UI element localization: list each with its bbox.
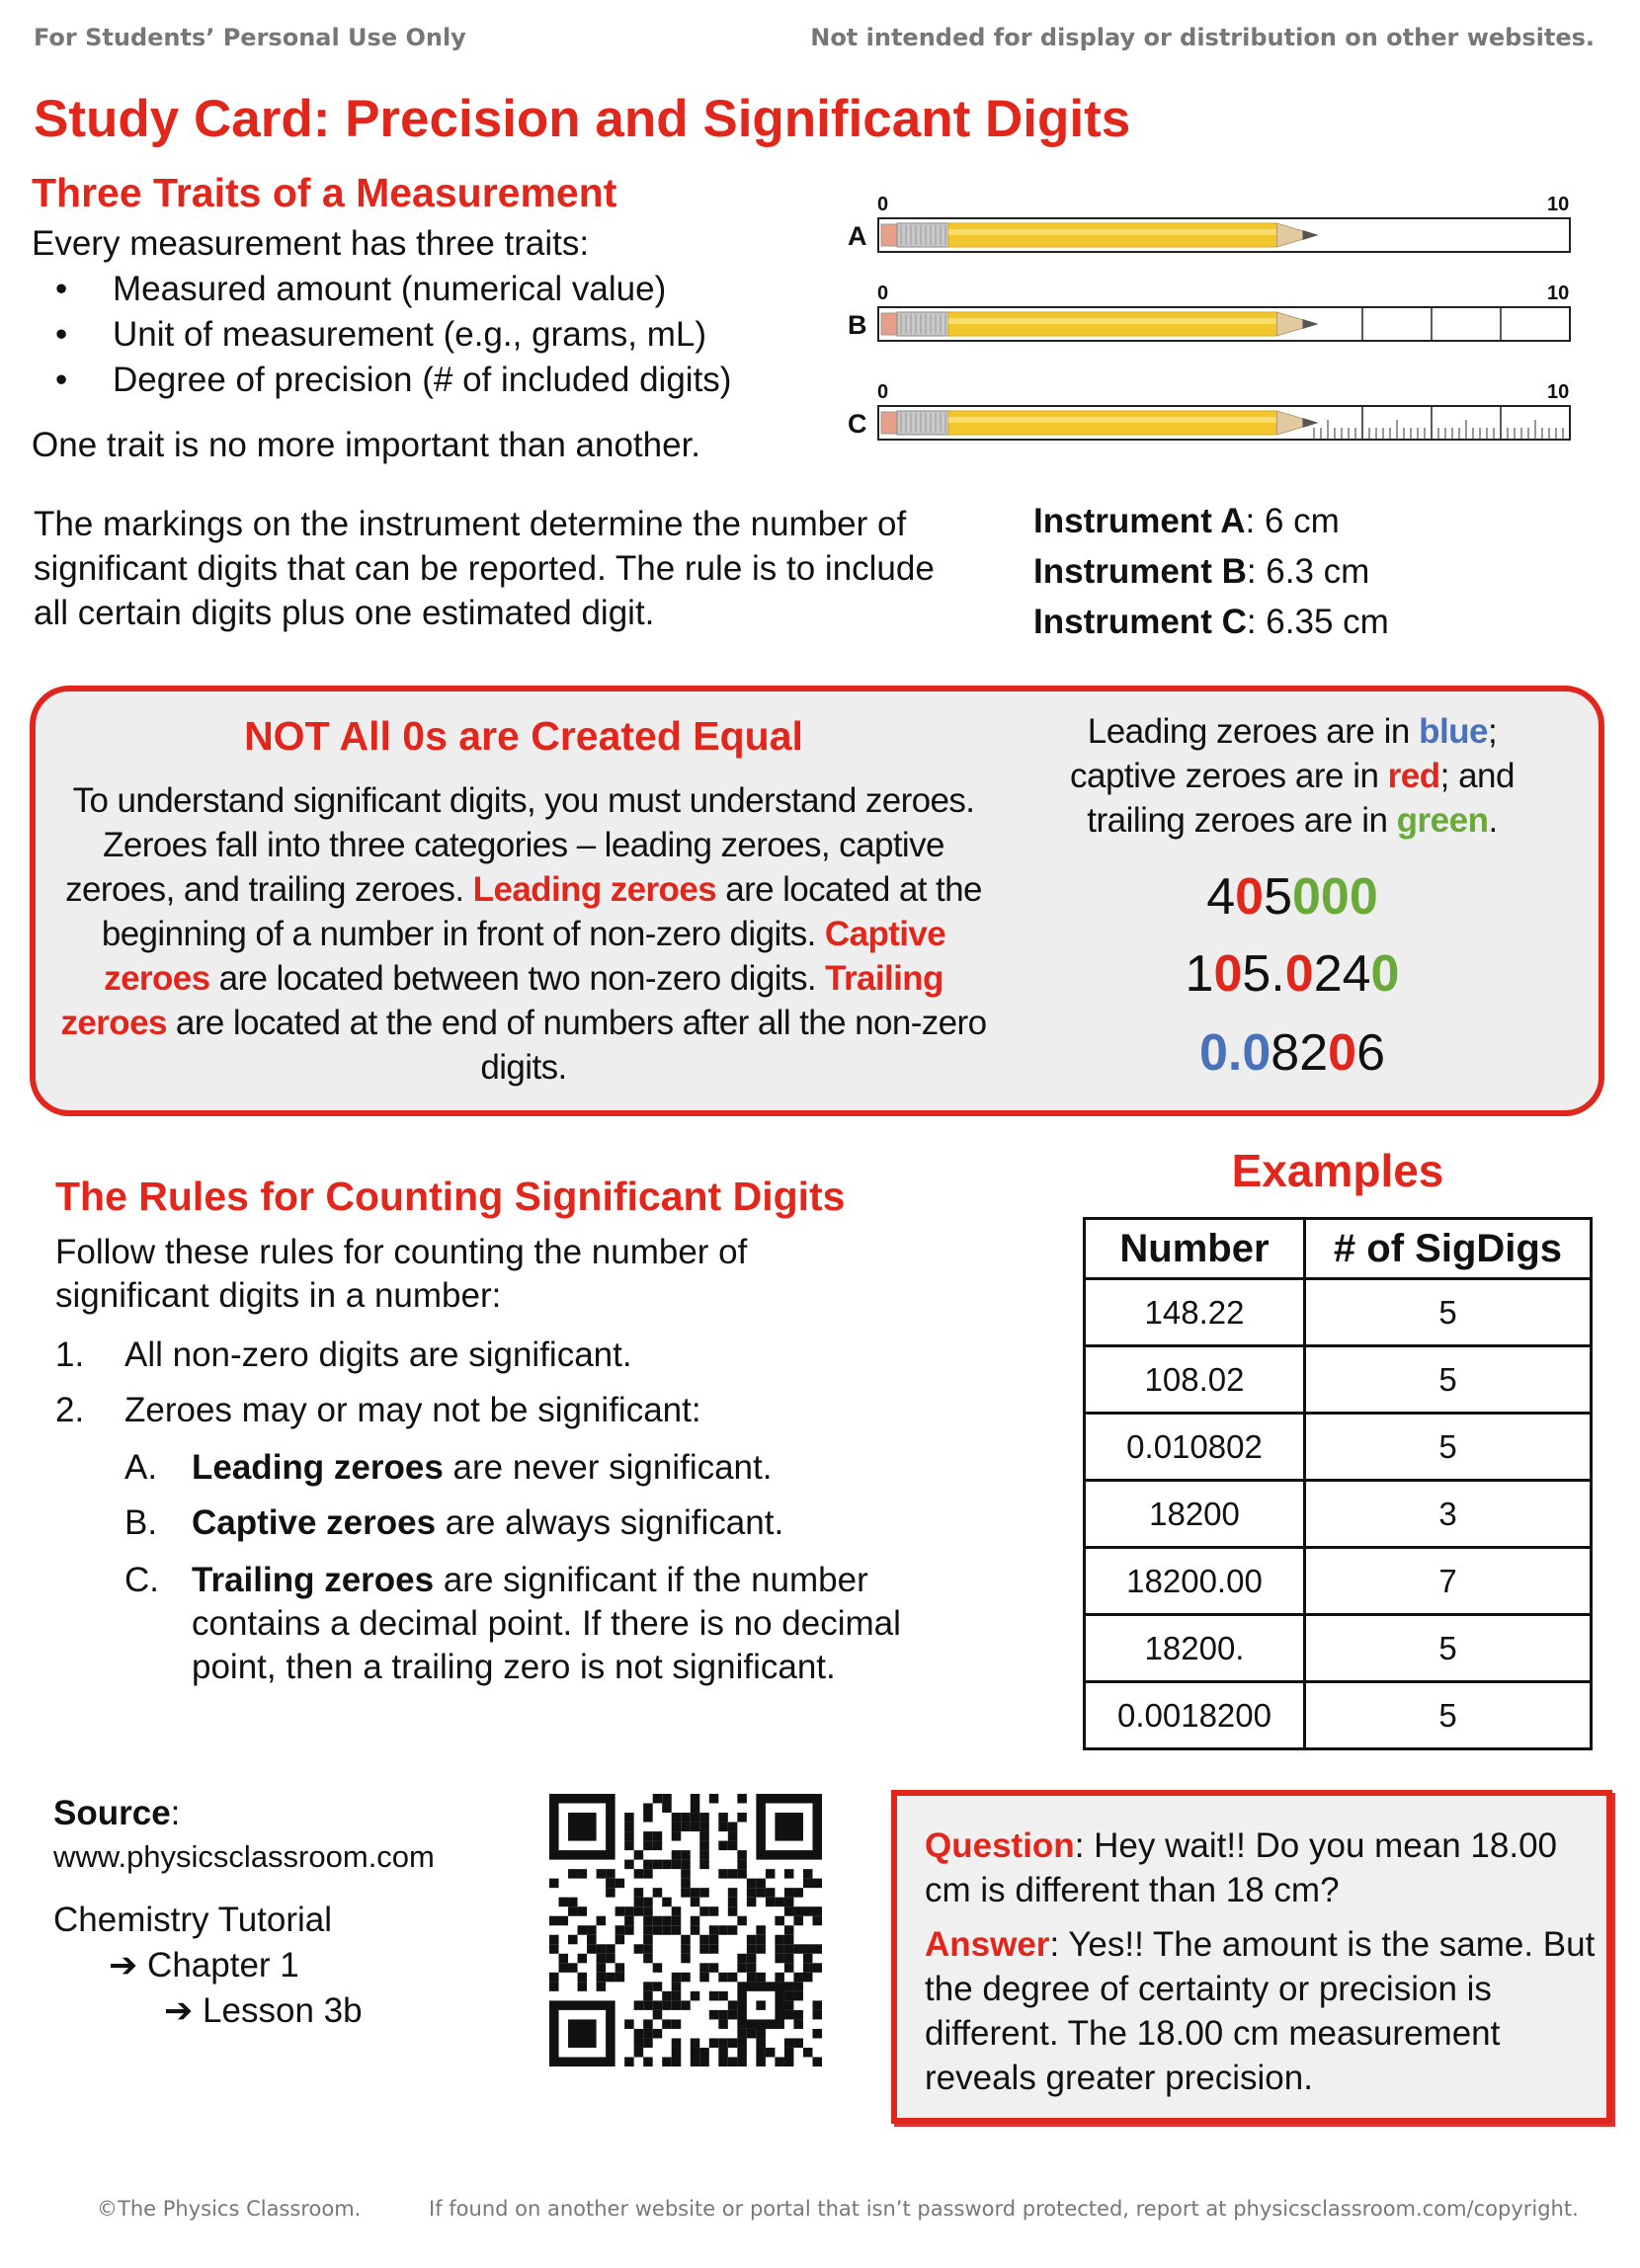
source-label: Source: (53, 1794, 181, 1832)
cell-sigdigs: 5 (1305, 1346, 1592, 1414)
ruler-with-pencil (877, 405, 1573, 443)
col-header-sigdigs: # of SigDigs (1305, 1219, 1592, 1279)
rule-2c: Trailing zeroes are significant if the number contains a decimal point. If there is no decimal point, then a trailing zero is not significant. (192, 1561, 901, 1686)
traits-heading: Three Traits of a Measurement (32, 170, 617, 215)
cell-sigdigs: 5 (1305, 1279, 1592, 1346)
table-row (1085, 1548, 1592, 1615)
digit-group: 6 (1356, 1024, 1385, 1082)
cell-number: 18200 (1085, 1481, 1305, 1548)
rules-intro-2: significant digits in a number: (55, 1276, 502, 1315)
rules-heading: The Rules for Counting Significant Digits (55, 1174, 846, 1219)
instrument-label: B (848, 310, 867, 340)
header-right: Not intended for display or distribution on other websites. (810, 24, 1595, 51)
question-answer-box (891, 1790, 1612, 2124)
header-left: For Students’ Personal Use Only (34, 24, 466, 51)
digit-group: 0 (1370, 945, 1400, 1003)
scale-min-label: 0 (877, 381, 889, 403)
rule-2a: Leading zeroes are never significant. (192, 1448, 773, 1487)
cell-number: 148.22 (1085, 1279, 1305, 1346)
digit-group: 82 (1271, 1024, 1329, 1082)
rule-2: Zeroes may or may not be significant: (124, 1391, 701, 1429)
pencil-icon (881, 312, 1319, 336)
cell-number: 0.0018200 (1085, 1682, 1305, 1749)
instrument-label: C (848, 409, 867, 439)
pencil-icon (881, 411, 1319, 435)
rule-letter: C. (124, 1561, 159, 1599)
col-header-number: Number (1085, 1219, 1305, 1279)
instrument-label: A (848, 221, 867, 251)
instrument-row-a (848, 194, 1570, 253)
traits-list (32, 267, 731, 403)
digit-group: 0 (1328, 1024, 1357, 1082)
cell-number: 108.02 (1085, 1346, 1305, 1414)
cell-sigdigs: 3 (1305, 1481, 1592, 1548)
cell-number: 0.010802 (1085, 1414, 1305, 1481)
rule-number: 1. (55, 1336, 85, 1374)
traits-closing: One trait is no more important than another. (32, 426, 701, 464)
footer-right: If found on another website or portal that isn’t password protected, report at physicsclassroom.com/copyright. (429, 2197, 1579, 2221)
table-row (1085, 1279, 1592, 1346)
scale-min-label: 0 (877, 283, 889, 304)
digit-group: 0 (1284, 945, 1314, 1003)
answer: Answer: Yes!! The amount is the same. But the degree of certainty or precision is different. The 18.00 cm measurement reveals greater precision. (925, 1925, 1596, 2097)
instrument-row-b (848, 283, 1570, 342)
table-row (1085, 1682, 1592, 1749)
traits-intro: Every measurement has three traits: (32, 224, 590, 263)
qr-code-icon[interactable] (549, 1794, 822, 2066)
ruler-with-pencil (877, 306, 1573, 344)
digit-group: 0.0 (1199, 1024, 1271, 1082)
rule-letter: B. (124, 1503, 158, 1542)
trait-item: • Degree of precision (# of included digits) (32, 358, 731, 403)
zeroes-paragraph: To understand significant digits, you must understand zeroes. Zeroes fall into three categories – leading zeroes, captive zeroes, and trailing zeroes. Leading zeroes are located at the beginning of a number in front of non-zero digits. Captive zeroes are located between two non-zero digits. Trailing zeroes are located at the end of numbers after all the non-zero digits. (60, 781, 987, 1087)
table-row (1085, 1414, 1592, 1481)
digit-group: 4 (1206, 868, 1236, 926)
digit-group: 0 (1235, 868, 1265, 926)
scale-max-label: 10 (1547, 194, 1570, 215)
trait-item: • Unit of measurement (e.g., grams, mL) (32, 312, 731, 358)
pencil-icon (881, 223, 1319, 247)
digit-group: 1 (1185, 945, 1214, 1003)
digit-group: 000 (1292, 868, 1378, 926)
scale-max-label: 10 (1547, 283, 1570, 304)
cell-number: 18200. (1085, 1615, 1305, 1682)
zeroes-legend: Leading zeroes are in blue; captive zeroes are in red; and trailing zeroes are in green. (1070, 712, 1515, 840)
table-row (1085, 1615, 1592, 1682)
instrument-row-c (848, 381, 1570, 441)
source-url: www.physicsclassroom.com (53, 1839, 435, 1874)
reading-a: Instrument A: 6 cm (1033, 502, 1340, 540)
footer-left: ©The Physics Classroom. (97, 2197, 362, 2221)
ruler-with-pencil (877, 217, 1573, 255)
trait-item: • Measured amount (numerical value) (32, 267, 731, 312)
digit-group: 24 (1313, 945, 1371, 1003)
zero-example (1016, 867, 1569, 927)
captive-term: Captive zeroes (104, 915, 946, 998)
source-tutorial: Chemistry Tutorial (53, 1901, 333, 1939)
rule-letter: A. (124, 1448, 158, 1487)
digit-group: 5 (1264, 868, 1292, 926)
scale-max-label: 10 (1547, 381, 1570, 403)
trailing-term: Trailing zeroes (60, 959, 943, 1042)
page-title: Study Card: Precision and Significant Digits (34, 90, 1131, 148)
scale-min-label: 0 (877, 194, 889, 215)
source-lesson: ➔ Lesson 3b (164, 1991, 363, 2030)
zeroes-heading: NOT All 0s are Created Equal (244, 713, 803, 759)
table-row (1085, 1346, 1592, 1414)
cell-sigdigs: 5 (1305, 1682, 1592, 1749)
instrument-description: The markings on the instrument determine the number of significant digits that can be reported. The rule is to include all certain digits plus one estimated digit. (34, 505, 935, 632)
cell-sigdigs: 5 (1305, 1615, 1592, 1682)
zero-example (1016, 1023, 1569, 1083)
leading-term: Leading zeroes (472, 870, 717, 909)
cell-sigdigs: 7 (1305, 1548, 1592, 1615)
zero-example (1016, 944, 1569, 1004)
reading-c: Instrument C: 6.35 cm (1033, 603, 1389, 641)
digit-group: 5. (1242, 945, 1285, 1003)
rule-number: 2. (55, 1391, 85, 1429)
question: Question: Hey wait!! Do you mean 18.00 cm is different than 18 cm? (925, 1826, 1557, 1909)
examples-table (1083, 1217, 1593, 1750)
table-row (1085, 1481, 1592, 1548)
reading-b: Instrument B: 6.3 cm (1033, 552, 1370, 591)
rules-intro-1: Follow these rules for counting the number of (55, 1233, 748, 1271)
rule-1: All non-zero digits are significant. (124, 1336, 632, 1374)
digit-group: 0 (1213, 945, 1243, 1003)
source-chapter: ➔ Chapter 1 (109, 1946, 299, 1984)
cell-sigdigs: 5 (1305, 1414, 1592, 1481)
cell-number: 18200.00 (1085, 1548, 1305, 1615)
rule-2b: Captive zeroes are always significant. (192, 1503, 784, 1542)
examples-heading: Examples (1231, 1145, 1444, 1196)
instrument-readings (1033, 496, 1389, 647)
